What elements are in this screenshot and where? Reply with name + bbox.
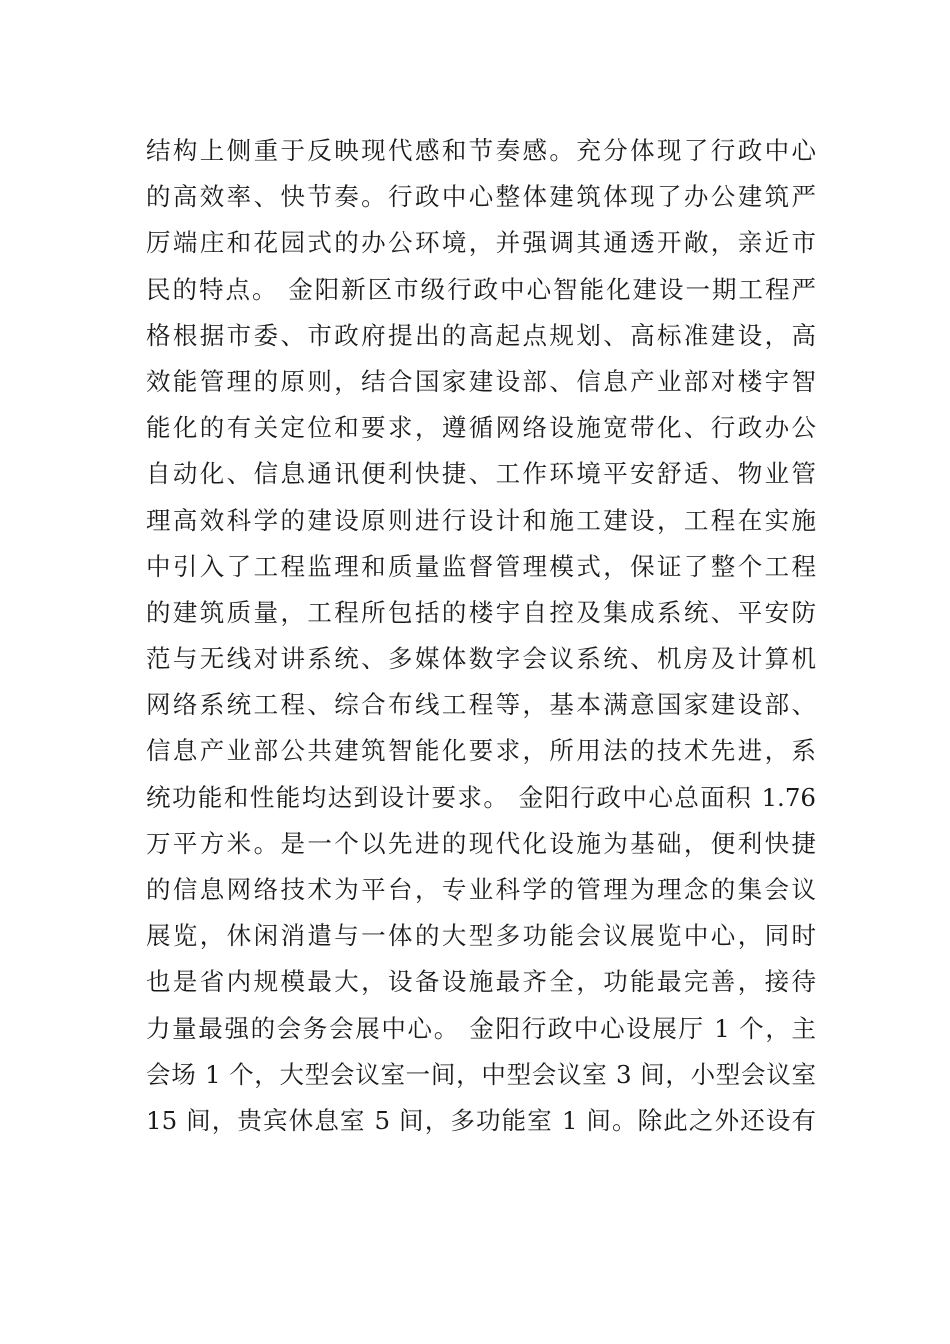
text-line: 理高效科学的建设原则进行设计和施工建设，工程在实施 bbox=[146, 505, 816, 535]
text-line: 民的特点。 金阳新区市级行政中心智能化建设一期工程严 bbox=[146, 274, 816, 304]
text-line: 展览，休闲消遣与一体的大型多功能会议展览中心，同时 bbox=[146, 921, 816, 951]
text-line: 也是省内规模最大，设备设施最齐全，功能最完善，接待 bbox=[146, 967, 816, 997]
text-line: 效能管理的原则，结合国家建设部、信息产业部对楼宇智 bbox=[146, 366, 816, 396]
text-line: 厉端庄和花园式的办公环境，并强调其通透开敞，亲近市 bbox=[146, 228, 816, 258]
text-line: 中引入了工程监理和质量监督管理模式，保证了整个工程 bbox=[146, 551, 816, 581]
text-line: 的信息网络技术为平台，专业科学的管理为理念的集会议 bbox=[146, 875, 816, 904]
text-line: 15 间，贵宾休息室 5 间，多功能室 1 间。除此之外还设有 bbox=[146, 1105, 816, 1135]
text-line: 万平方米。是一个以先进的现代化设施为基础，便利快捷 bbox=[146, 828, 816, 858]
text-line: 的高效率、快节奏。行政中心整体建筑体现了办公建筑严 bbox=[146, 182, 816, 212]
text-line: 网络系统工程、综合布线工程等，基本满意国家建设部、 bbox=[146, 690, 816, 720]
text-line: 的建筑质量，工程所包括的楼宇自控及集成系统、平安防 bbox=[146, 597, 816, 627]
body-text bbox=[146, 128, 816, 1144]
text-line: 格根据市委、市政府提出的高起点规划、高标准建设，高 bbox=[146, 320, 816, 350]
text-line: 会场 1 个，大型会议室一间，中型会议室 3 间，小型会议室 bbox=[146, 1059, 816, 1089]
text-line: 能化的有关定位和要求，遵循网络设施宽带化、行政办公 bbox=[146, 413, 816, 443]
text-line: 统功能和性能均达到设计要求。 金阳行政中心总面积 1.76 bbox=[146, 782, 816, 812]
text-line: 信息产业部公共建筑智能化要求，所用法的技术先进，系 bbox=[146, 736, 816, 766]
text-line: 范与无线对讲系统、多媒体数字会议系统、机房及计算机 bbox=[146, 644, 816, 674]
text-line: 结构上侧重于反映现代感和节奏感。充分体现了行政中心 bbox=[146, 136, 816, 165]
text-line: 自动化、信息通讯便利快捷、工作环境平安舒适、物业管 bbox=[146, 459, 816, 489]
text-line: 力量最强的会务会展中心。 金阳行政中心设展厅 1 个，主 bbox=[146, 1013, 816, 1043]
